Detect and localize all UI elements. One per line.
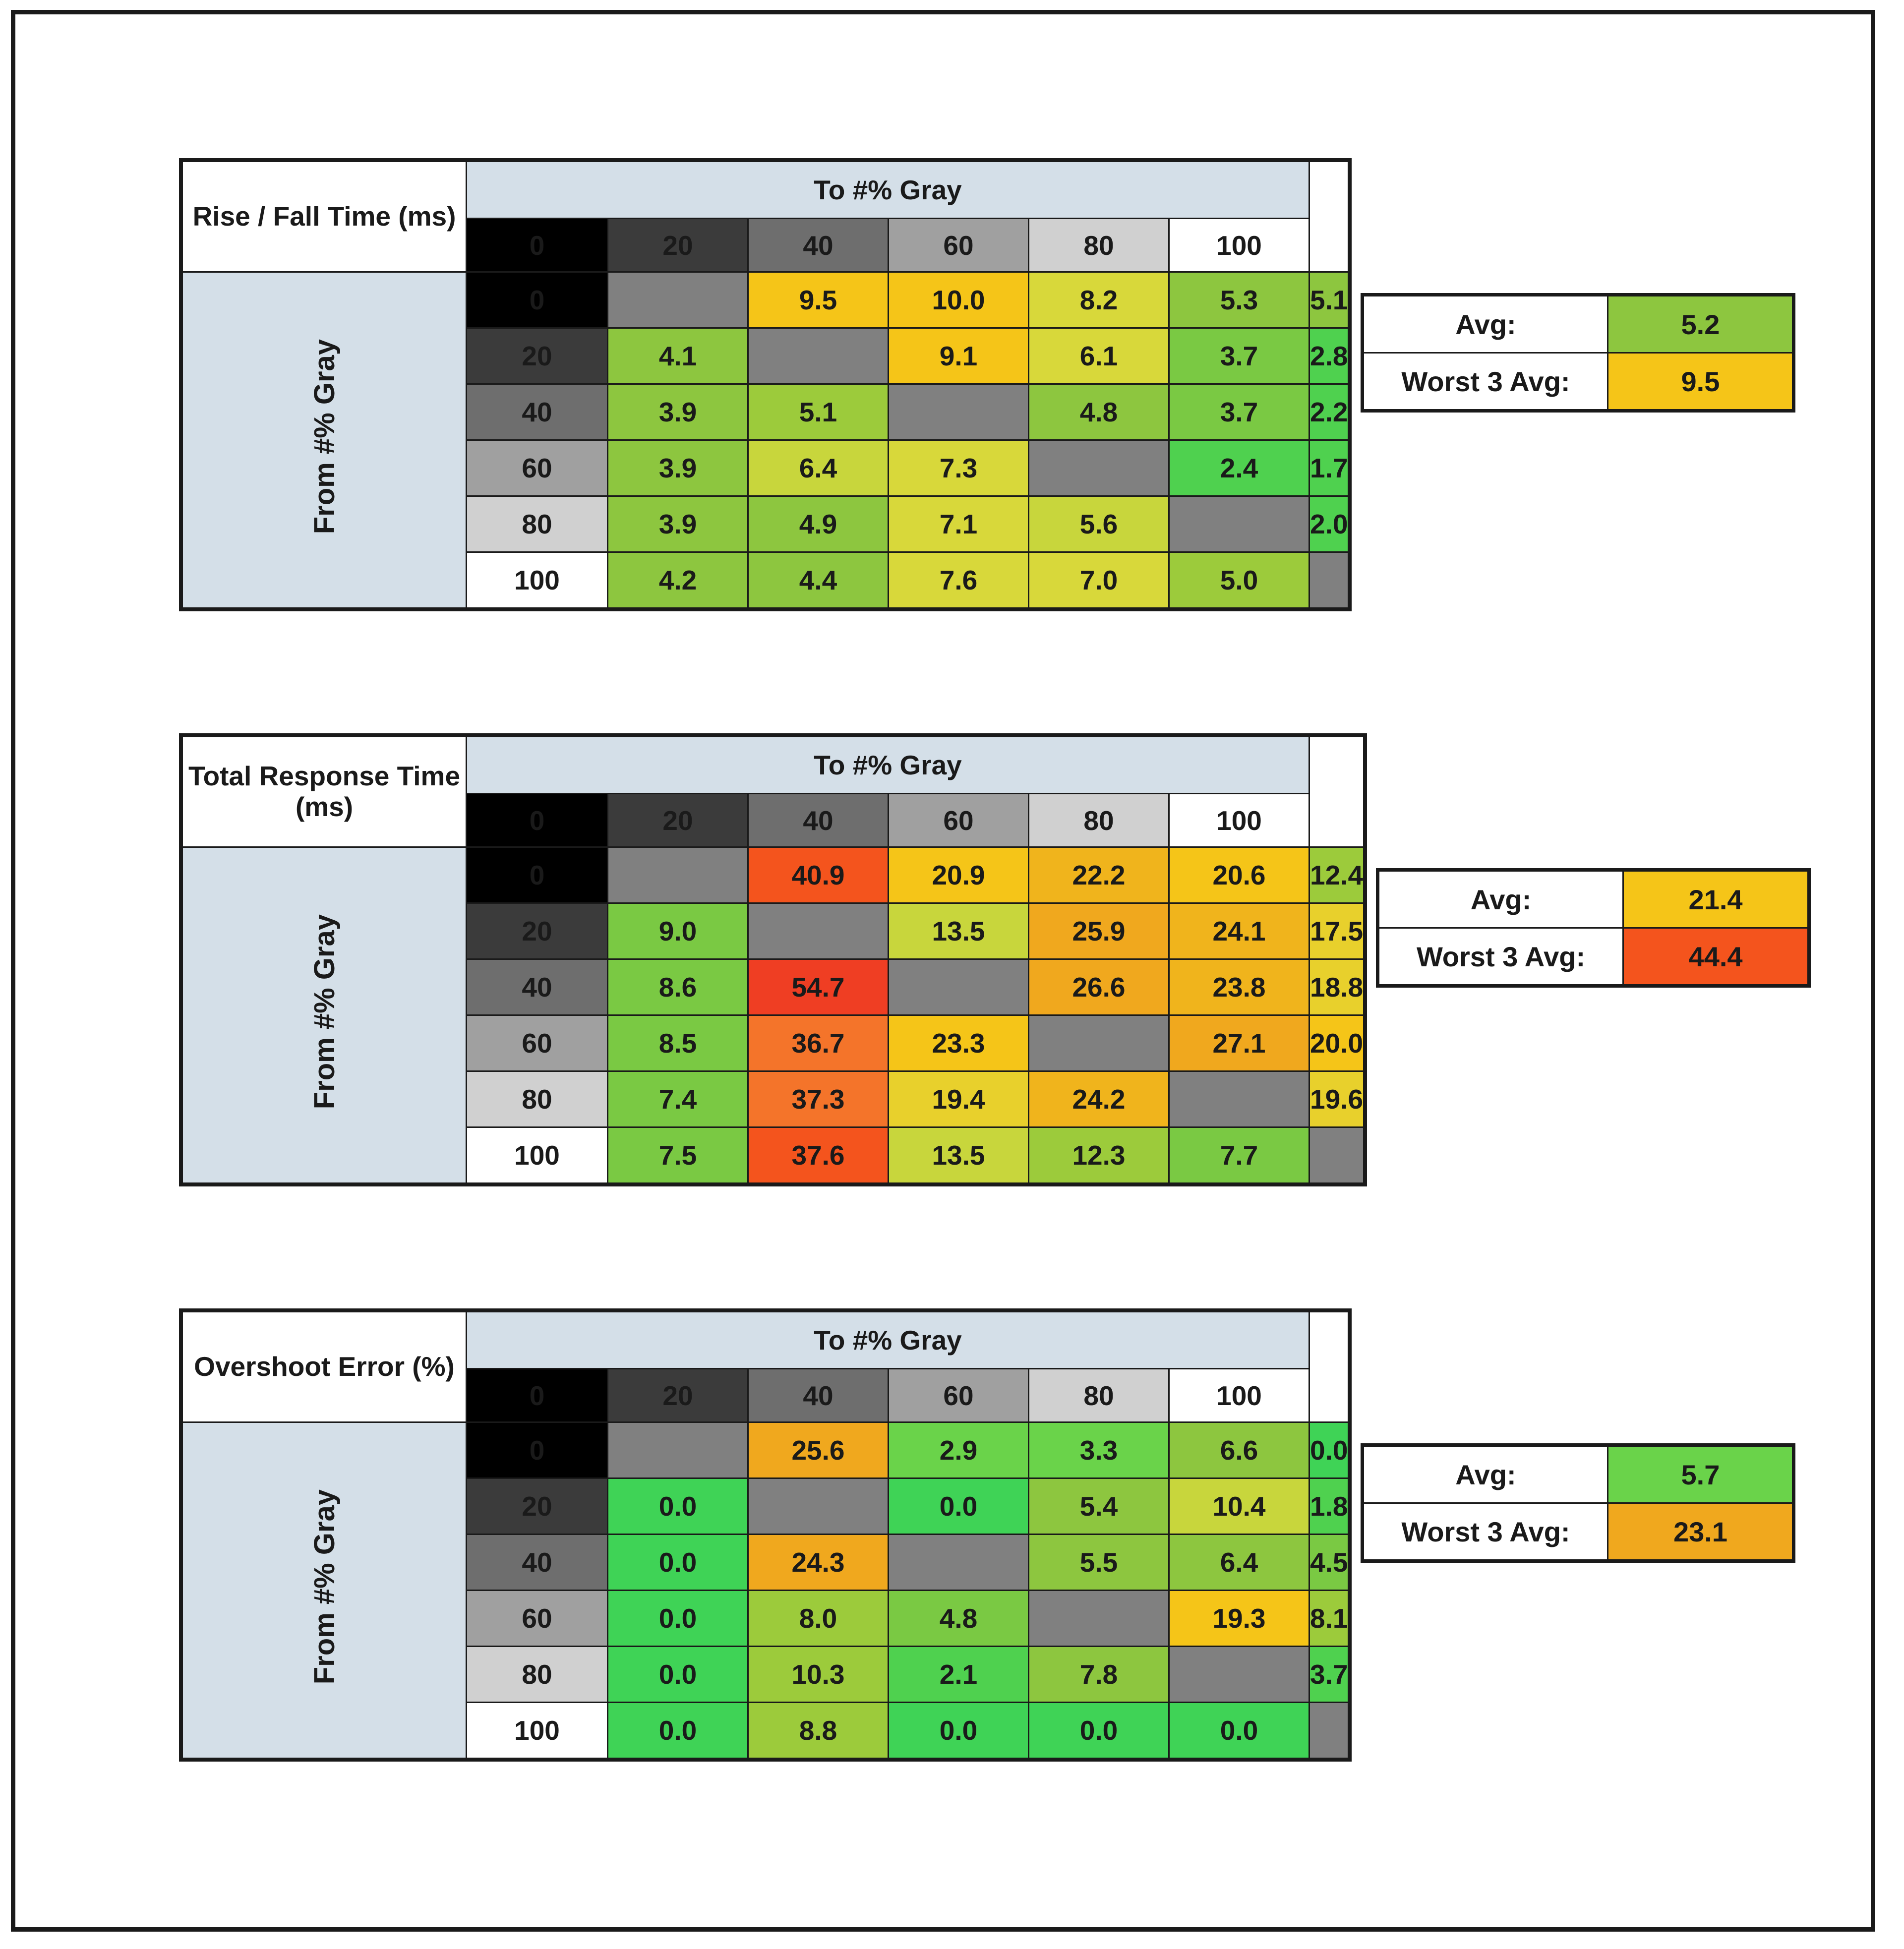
to-gray-header: To #% Gray <box>467 1310 1309 1369</box>
cell-4-2: 2.1 <box>889 1647 1029 1703</box>
cell-0-2: 2.9 <box>889 1422 1029 1478</box>
cell-1-4: 10.4 <box>1169 1478 1309 1535</box>
cell-4-4 <box>1169 1071 1309 1127</box>
cell-3-4: 27.1 <box>1169 1015 1309 1071</box>
cell-3-2: 23.3 <box>889 1015 1029 1071</box>
row-header-0: 0 <box>467 847 608 903</box>
cell-3-0: 8.5 <box>608 1015 748 1071</box>
from-gray-label: From #% Gray <box>308 914 341 1110</box>
to-gray-header: To #% Gray <box>467 160 1309 219</box>
worst3-value: 44.4 <box>1623 928 1809 986</box>
cell-2-4: 23.8 <box>1169 959 1309 1015</box>
cell-5-1: 4.4 <box>748 552 889 610</box>
cell-0-5: 0.0 <box>1309 1422 1350 1478</box>
cell-0-0 <box>608 847 748 903</box>
cell-0-5: 5.1 <box>1309 272 1350 328</box>
cell-5-4: 5.0 <box>1169 552 1309 610</box>
cell-3-5: 20.0 <box>1309 1015 1366 1071</box>
col-header-100: 100 <box>1169 794 1309 847</box>
cell-4-5: 3.7 <box>1309 1647 1350 1703</box>
cell-5-1: 37.6 <box>748 1127 889 1185</box>
cell-4-3: 5.6 <box>1029 496 1169 552</box>
cell-0-3: 8.2 <box>1029 272 1169 328</box>
col-header-40: 40 <box>748 794 889 847</box>
row-header-60: 60 <box>467 1015 608 1071</box>
cell-1-3: 6.1 <box>1029 328 1169 384</box>
col-header-80: 80 <box>1029 219 1169 272</box>
cell-4-3: 24.2 <box>1029 1071 1169 1127</box>
cell-3-3 <box>1029 1015 1169 1071</box>
summary-table <box>1361 1443 1795 1563</box>
row-header-20: 20 <box>467 328 608 384</box>
col-header-100: 100 <box>1169 219 1309 272</box>
worst3-value: 9.5 <box>1608 353 1794 411</box>
cell-5-3: 0.0 <box>1029 1703 1169 1760</box>
cell-4-1: 10.3 <box>748 1647 889 1703</box>
cell-4-1: 37.3 <box>748 1071 889 1127</box>
summary-panel-total-response <box>1376 868 1811 988</box>
cell-5-0: 0.0 <box>608 1703 748 1760</box>
cell-2-5: 4.5 <box>1309 1535 1350 1591</box>
cell-3-4: 19.3 <box>1169 1591 1309 1647</box>
to-gray-header: To #% Gray <box>467 735 1309 794</box>
avg-value: 5.2 <box>1608 295 1794 353</box>
table-title: Rise / Fall Time (ms) <box>181 160 467 272</box>
col-header-40: 40 <box>748 1369 889 1422</box>
cell-2-1: 24.3 <box>748 1535 889 1591</box>
cell-1-0: 4.1 <box>608 328 748 384</box>
worst3-label: Worst 3 Avg: <box>1378 928 1623 986</box>
avg-label: Avg: <box>1363 1445 1608 1503</box>
cell-0-3: 3.3 <box>1029 1422 1169 1478</box>
cell-4-4 <box>1169 496 1309 552</box>
col-header-0: 0 <box>467 1369 608 1422</box>
cell-4-0: 7.4 <box>608 1071 748 1127</box>
col-header-0: 0 <box>467 219 608 272</box>
cell-2-3: 4.8 <box>1029 384 1169 440</box>
cell-2-5: 2.2 <box>1309 384 1350 440</box>
cell-1-1 <box>748 1478 889 1535</box>
col-header-60: 60 <box>889 219 1029 272</box>
cell-3-2: 4.8 <box>889 1591 1029 1647</box>
col-header-20: 20 <box>608 1369 748 1422</box>
cell-3-1: 6.4 <box>748 440 889 496</box>
worst3-value: 23.1 <box>1608 1503 1794 1561</box>
cell-0-2: 10.0 <box>889 272 1029 328</box>
cell-1-0: 0.0 <box>608 1478 748 1535</box>
from-gray-header <box>181 1422 467 1760</box>
cell-0-1: 40.9 <box>748 847 889 903</box>
matrix-block-1 <box>179 733 1811 1186</box>
cell-1-0: 9.0 <box>608 903 748 959</box>
cell-2-0: 8.6 <box>608 959 748 1015</box>
cell-1-5: 2.8 <box>1309 328 1350 384</box>
cell-5-3: 7.0 <box>1029 552 1169 610</box>
cell-5-5 <box>1309 1127 1366 1185</box>
cell-3-0: 3.9 <box>608 440 748 496</box>
cell-2-4: 3.7 <box>1169 384 1309 440</box>
cell-2-2 <box>889 384 1029 440</box>
cell-0-5: 12.4 <box>1309 847 1366 903</box>
cell-1-1 <box>748 328 889 384</box>
col-header-40: 40 <box>748 219 889 272</box>
cell-4-2: 7.1 <box>889 496 1029 552</box>
heatmap-table-rise-fall <box>179 158 1352 611</box>
worst3-label: Worst 3 Avg: <box>1363 1503 1608 1561</box>
matrix-block-0 <box>179 158 1795 611</box>
cell-5-1: 8.8 <box>748 1703 889 1760</box>
col-header-0: 0 <box>467 794 608 847</box>
cell-3-4: 2.4 <box>1169 440 1309 496</box>
cell-3-5: 8.1 <box>1309 1591 1350 1647</box>
cell-2-3: 26.6 <box>1029 959 1169 1015</box>
table-title: Total Response Time (ms) <box>181 735 467 847</box>
summary-table <box>1361 293 1795 413</box>
cell-0-0 <box>608 1422 748 1478</box>
row-header-60: 60 <box>467 440 608 496</box>
cell-4-4 <box>1169 1647 1309 1703</box>
from-gray-label: From #% Gray <box>308 1489 341 1685</box>
cell-1-5: 1.8 <box>1309 1478 1350 1535</box>
cell-5-2: 7.6 <box>889 552 1029 610</box>
cell-5-3: 12.3 <box>1029 1127 1169 1185</box>
page-frame <box>11 10 1875 1932</box>
row-header-100: 100 <box>467 1703 608 1760</box>
heatmap-table-overshoot <box>179 1308 1352 1762</box>
cell-2-3: 5.5 <box>1029 1535 1169 1591</box>
cell-2-2 <box>889 959 1029 1015</box>
cell-1-3: 5.4 <box>1029 1478 1169 1535</box>
col-header-20: 20 <box>608 794 748 847</box>
from-gray-header <box>181 847 467 1185</box>
summary-panel-overshoot <box>1361 1443 1795 1563</box>
col-header-100: 100 <box>1169 1369 1309 1422</box>
cell-0-0 <box>608 272 748 328</box>
cell-5-5 <box>1309 1703 1350 1760</box>
row-header-100: 100 <box>467 552 608 610</box>
row-header-80: 80 <box>467 496 608 552</box>
col-header-80: 80 <box>1029 794 1169 847</box>
cell-1-2: 9.1 <box>889 328 1029 384</box>
table-title: Overshoot Error (%) <box>181 1310 467 1422</box>
row-header-100: 100 <box>467 1127 608 1185</box>
row-header-0: 0 <box>467 1422 608 1478</box>
row-header-40: 40 <box>467 384 608 440</box>
cell-2-1: 54.7 <box>748 959 889 1015</box>
cell-4-3: 7.8 <box>1029 1647 1169 1703</box>
row-header-40: 40 <box>467 959 608 1015</box>
summary-table <box>1376 868 1811 988</box>
col-header-60: 60 <box>889 794 1029 847</box>
row-header-60: 60 <box>467 1591 608 1647</box>
matrix-block-2 <box>179 1308 1795 1762</box>
cell-2-2 <box>889 1535 1029 1591</box>
cell-4-0: 3.9 <box>608 496 748 552</box>
row-header-80: 80 <box>467 1647 608 1703</box>
cell-0-1: 9.5 <box>748 272 889 328</box>
avg-label: Avg: <box>1378 870 1623 928</box>
cell-5-2: 13.5 <box>889 1127 1029 1185</box>
cell-5-4: 0.0 <box>1169 1703 1309 1760</box>
from-gray-header <box>181 272 467 610</box>
row-header-40: 40 <box>467 1535 608 1591</box>
avg-value: 21.4 <box>1623 870 1809 928</box>
cell-5-5 <box>1309 552 1350 610</box>
avg-label: Avg: <box>1363 295 1608 353</box>
cell-0-1: 25.6 <box>748 1422 889 1478</box>
cell-2-5: 18.8 <box>1309 959 1366 1015</box>
cell-4-0: 0.0 <box>608 1647 748 1703</box>
cell-0-4: 5.3 <box>1169 272 1309 328</box>
cell-0-2: 20.9 <box>889 847 1029 903</box>
cell-1-3: 25.9 <box>1029 903 1169 959</box>
cell-4-5: 2.0 <box>1309 496 1350 552</box>
cell-3-2: 7.3 <box>889 440 1029 496</box>
cell-5-0: 4.2 <box>608 552 748 610</box>
cell-5-2: 0.0 <box>889 1703 1029 1760</box>
worst3-label: Worst 3 Avg: <box>1363 353 1608 411</box>
heatmap-table-total-response <box>179 733 1367 1186</box>
col-header-20: 20 <box>608 219 748 272</box>
cell-1-4: 3.7 <box>1169 328 1309 384</box>
cell-3-3 <box>1029 440 1169 496</box>
cell-4-5: 19.6 <box>1309 1071 1366 1127</box>
col-header-60: 60 <box>889 1369 1029 1422</box>
cell-4-1: 4.9 <box>748 496 889 552</box>
row-header-20: 20 <box>467 903 608 959</box>
cell-1-4: 24.1 <box>1169 903 1309 959</box>
cell-3-1: 36.7 <box>748 1015 889 1071</box>
row-header-20: 20 <box>467 1478 608 1535</box>
cell-2-1: 5.1 <box>748 384 889 440</box>
cell-2-0: 0.0 <box>608 1535 748 1591</box>
cell-1-2: 0.0 <box>889 1478 1029 1535</box>
avg-value: 5.7 <box>1608 1445 1794 1503</box>
cell-3-1: 8.0 <box>748 1591 889 1647</box>
cell-1-5: 17.5 <box>1309 903 1366 959</box>
row-header-0: 0 <box>467 272 608 328</box>
cell-0-3: 22.2 <box>1029 847 1169 903</box>
col-header-80: 80 <box>1029 1369 1169 1422</box>
cell-1-2: 13.5 <box>889 903 1029 959</box>
cell-1-1 <box>748 903 889 959</box>
cell-3-5: 1.7 <box>1309 440 1350 496</box>
cell-2-4: 6.4 <box>1169 1535 1309 1591</box>
summary-panel-rise-fall <box>1361 293 1795 413</box>
cell-3-3 <box>1029 1591 1169 1647</box>
cell-3-0: 0.0 <box>608 1591 748 1647</box>
from-gray-label: From #% Gray <box>308 339 341 534</box>
cell-0-4: 6.6 <box>1169 1422 1309 1478</box>
cell-2-0: 3.9 <box>608 384 748 440</box>
cell-0-4: 20.6 <box>1169 847 1309 903</box>
cell-4-2: 19.4 <box>889 1071 1029 1127</box>
row-header-80: 80 <box>467 1071 608 1127</box>
cell-5-4: 7.7 <box>1169 1127 1309 1185</box>
cell-5-0: 7.5 <box>608 1127 748 1185</box>
